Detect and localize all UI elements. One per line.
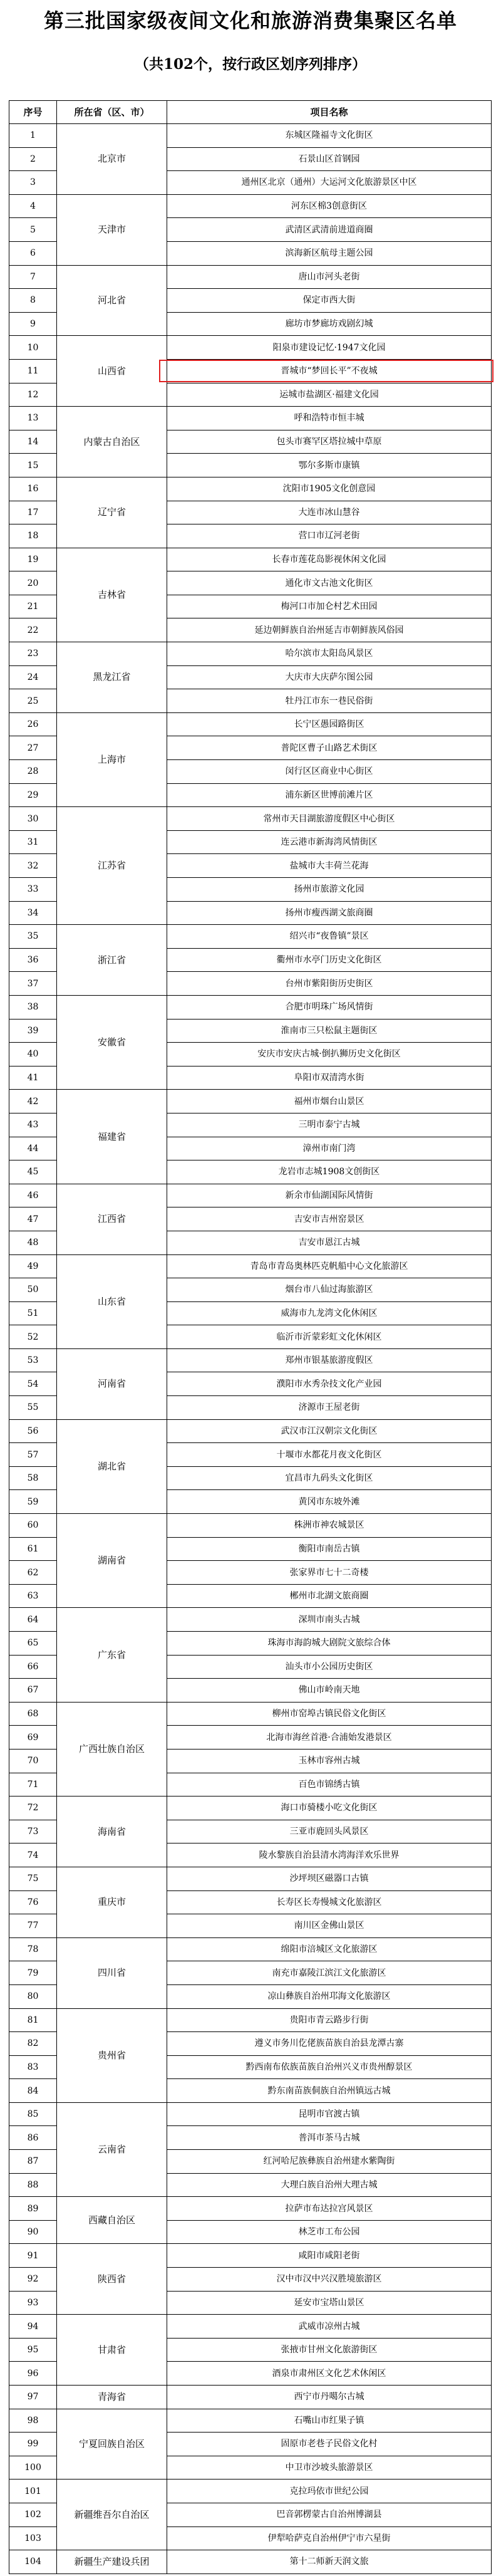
seq-cell: 25 — [9, 689, 57, 713]
project-cell: 哈尔滨市太阳岛风景区 — [167, 642, 492, 666]
project-cell: 漳州市南门湾 — [167, 1137, 492, 1160]
seq-cell: 43 — [9, 1113, 57, 1137]
project-cell: 遵义市务川仡佬族苗族自治县龙潭古寨 — [167, 2032, 492, 2056]
table-row — [9, 194, 492, 218]
province-cell: 宁夏回族自治区 — [57, 2409, 167, 2480]
seq-cell: 50 — [9, 1278, 57, 1302]
seq-cell: 34 — [9, 901, 57, 925]
table-row — [9, 336, 492, 360]
seq-cell: 6 — [9, 241, 57, 265]
seq-cell: 61 — [9, 1537, 57, 1561]
project-cell: 固原市老巷子民俗文化村 — [167, 2433, 492, 2456]
project-cell: 普陀区曹子山路艺术街区 — [167, 736, 492, 760]
project-cell: 新余市仙湖国际风情街 — [167, 1184, 492, 1207]
province-cell: 西藏自治区 — [57, 2197, 167, 2244]
seq-cell: 83 — [9, 2055, 57, 2079]
project-cell: 黔东南苗族侗族自治州镇远古城 — [167, 2079, 492, 2103]
seq-cell: 64 — [9, 1608, 57, 1632]
table-body — [9, 124, 492, 2574]
seq-cell: 79 — [9, 1961, 57, 1985]
seq-cell: 93 — [9, 2291, 57, 2315]
province-cell: 北京市 — [57, 124, 167, 195]
project-cell: 青岛市青岛奥林匹克帆船中心文化旅游区 — [167, 1254, 492, 1278]
project-cell: 南川区金佛山景区 — [167, 1914, 492, 1938]
seq-cell: 58 — [9, 1466, 57, 1490]
province-cell: 河北省 — [57, 265, 167, 336]
seq-cell: 31 — [9, 830, 57, 854]
seq-cell: 42 — [9, 1090, 57, 1113]
project-cell: 玉林市容州古城 — [167, 1749, 492, 1773]
seq-cell: 11 — [9, 359, 57, 383]
seq-cell: 59 — [9, 1490, 57, 1514]
project-cell: 沈阳市1905文化创意园 — [167, 477, 492, 501]
table-row — [9, 1184, 492, 1207]
province-cell: 浙江省 — [57, 925, 167, 996]
province-cell: 陕西省 — [57, 2244, 167, 2315]
table-row — [9, 2244, 492, 2268]
project-cell: 鄂尔多斯市康镇 — [167, 454, 492, 477]
project-cell: 普洱市茶马古城 — [167, 2126, 492, 2150]
project-cell: 长寿区长寿慢城文化旅游区 — [167, 1890, 492, 1914]
project-cell: 第十二师新天润文旅 — [167, 2550, 492, 2574]
table-row — [9, 2550, 492, 2574]
project-cell: 株洲市神农城景区 — [167, 1514, 492, 1538]
province-cell: 湖南省 — [57, 1514, 167, 1608]
project-cell: 连云港市新海湾风情街区 — [167, 830, 492, 854]
project-cell: 常州市天目湖旅游度假区中心街区 — [167, 807, 492, 831]
project-cell: 酒泉市肃州区文化艺术休闲区 — [167, 2362, 492, 2386]
table-row — [9, 2386, 492, 2409]
province-cell: 广东省 — [57, 1608, 167, 1702]
seq-cell: 52 — [9, 1325, 57, 1349]
province-cell: 四川省 — [57, 1937, 167, 2008]
project-cell: 威海市九龙湾文化休闲区 — [167, 1301, 492, 1325]
seq-cell: 100 — [9, 2456, 57, 2480]
col-header-seq: 序号 — [9, 101, 57, 124]
seq-cell: 28 — [9, 760, 57, 784]
seq-cell: 81 — [9, 2008, 57, 2032]
project-cell: 海口市骑楼小吃文化街区 — [167, 1796, 492, 1820]
seq-cell: 30 — [9, 807, 57, 831]
project-cell: 绵阳市涪城区文化旅游区 — [167, 1937, 492, 1961]
seq-cell: 95 — [9, 2338, 57, 2362]
project-cell: 巴音郭楞蒙古自治州博湖县 — [167, 2503, 492, 2526]
table-row — [9, 548, 492, 571]
project-cell: 陵水黎族自治县清水湾海洋欢乐世界 — [167, 1843, 492, 1867]
project-cell: 呼和浩特市恒丰城 — [167, 407, 492, 430]
project-cell: 保定市西大街 — [167, 289, 492, 313]
project-cell: 百色市锦绣古镇 — [167, 1773, 492, 1796]
province-cell: 新疆生产建设兵团 — [57, 2550, 167, 2574]
project-cell: 衡阳市南岳古镇 — [167, 1537, 492, 1561]
seq-cell: 85 — [9, 2102, 57, 2126]
seq-cell: 75 — [9, 1867, 57, 1890]
seq-cell: 86 — [9, 2126, 57, 2150]
seq-cell: 36 — [9, 948, 57, 972]
seq-cell: 53 — [9, 1348, 57, 1372]
project-cell: 柳州市窑埠古镇民俗文化街区 — [167, 1702, 492, 1726]
project-cell: 浦东新区世博前滩片区 — [167, 783, 492, 807]
table-row — [9, 2315, 492, 2339]
seq-cell: 37 — [9, 972, 57, 996]
seq-cell: 7 — [9, 265, 57, 289]
project-cell: 武汉市江汉朝宗文化街区 — [167, 1419, 492, 1443]
table-row — [9, 1608, 492, 1632]
table-row — [9, 124, 492, 148]
seq-cell: 99 — [9, 2433, 57, 2456]
province-cell: 辽宁省 — [57, 477, 167, 548]
seq-cell: 77 — [9, 1914, 57, 1938]
seq-cell: 22 — [9, 618, 57, 642]
project-cell: 东城区隆福寺文化街区 — [167, 124, 492, 148]
seq-cell: 49 — [9, 1254, 57, 1278]
province-cell: 河南省 — [57, 1348, 167, 1419]
province-cell: 黑龙江省 — [57, 642, 167, 713]
seq-cell: 54 — [9, 1372, 57, 1396]
project-cell: 扬州市旅游文化园 — [167, 878, 492, 902]
seq-cell: 87 — [9, 2150, 57, 2174]
project-cell: 扬州市瘦西湖文旅商圈 — [167, 901, 492, 925]
seq-cell: 40 — [9, 1043, 57, 1066]
seq-cell: 3 — [9, 171, 57, 195]
project-cell: 汕头市小公园历史街区 — [167, 1655, 492, 1679]
project-cell: 包头市赛罕区塔拉城中草原 — [167, 430, 492, 454]
seq-cell: 12 — [9, 383, 57, 407]
seq-cell: 51 — [9, 1301, 57, 1325]
seq-cell: 39 — [9, 1019, 57, 1043]
seq-cell: 38 — [9, 995, 57, 1019]
province-cell: 湖北省 — [57, 1419, 167, 1513]
seq-cell: 91 — [9, 2244, 57, 2268]
seq-cell: 32 — [9, 854, 57, 878]
project-cell: 大连市冰山慧谷 — [167, 501, 492, 524]
project-cell: 贵阳市青云路步行街 — [167, 2008, 492, 2032]
seq-cell: 21 — [9, 595, 57, 618]
seq-cell: 69 — [9, 1726, 57, 1749]
seq-cell: 102 — [9, 2503, 57, 2526]
project-cell: 汉中市汉中兴汉胜境旅游区 — [167, 2268, 492, 2292]
project-cell: 龙岩市志城1908文创街区 — [167, 1160, 492, 1184]
seq-cell: 92 — [9, 2268, 57, 2292]
page-title: 第三批国家级夜间文化和旅游消费集聚区名单 — [43, 9, 457, 33]
project-cell: 廊坊市梦廊坊戏剧幻城 — [167, 312, 492, 336]
seq-cell: 96 — [9, 2362, 57, 2386]
project-cell: 长宁区愚园路街区 — [167, 712, 492, 736]
seq-cell: 68 — [9, 1702, 57, 1726]
table-row — [9, 925, 492, 949]
project-cell: 郑州市银基旅游度假区 — [167, 1348, 492, 1372]
seq-cell: 23 — [9, 642, 57, 666]
seq-cell: 71 — [9, 1773, 57, 1796]
project-cell: 三亚市鹿回头风景区 — [167, 1820, 492, 1843]
table-row — [9, 1867, 492, 1890]
table-row — [9, 2197, 492, 2221]
project-cell: 昆明市官渡古镇 — [167, 2102, 492, 2126]
table-row — [9, 1937, 492, 1961]
seq-cell: 48 — [9, 1231, 57, 1254]
seq-cell: 47 — [9, 1207, 57, 1231]
project-cell: 拉萨市布达拉宫风景区 — [167, 2197, 492, 2221]
seq-cell: 62 — [9, 1561, 57, 1585]
project-cell: 台州市紫阳街历史街区 — [167, 972, 492, 996]
project-cell: 濮阳市水秀杂技文化产业园 — [167, 1372, 492, 1396]
project-cell: 长春市莲花岛影视休闲文化园 — [167, 548, 492, 571]
project-cell: 武威市凉州古城 — [167, 2315, 492, 2339]
seq-cell: 15 — [9, 454, 57, 477]
project-cell: 沙坪坝区磁器口古镇 — [167, 1867, 492, 1890]
project-cell: 衢州市水亭门历史文化街区 — [167, 948, 492, 972]
province-cell: 山西省 — [57, 336, 167, 407]
project-cell: 张掖市甘州文化旅游街区 — [167, 2338, 492, 2362]
project-cell: 珠海市海韵城大剧院文旅综合体 — [167, 1632, 492, 1656]
table-row — [9, 1254, 492, 1278]
province-cell: 上海市 — [57, 712, 167, 806]
province-cell: 安徽省 — [57, 995, 167, 1089]
col-header-project: 项目名称 — [167, 101, 492, 124]
project-cell: 延边朝鲜族自治州延吉市朝鲜族风俗园 — [167, 618, 492, 642]
project-cell: 烟台市八仙过海旅游区 — [167, 1278, 492, 1302]
project-cell: 大理白族自治州大理古城 — [167, 2173, 492, 2197]
seq-cell: 80 — [9, 1984, 57, 2008]
seq-cell: 60 — [9, 1514, 57, 1538]
table-row — [9, 2102, 492, 2126]
project-cell: 闵行区区商业中心街区 — [167, 760, 492, 784]
project-cell: 阳泉市建设记忆·1947文化园 — [167, 336, 492, 360]
seq-cell: 73 — [9, 1820, 57, 1843]
table-row — [9, 1348, 492, 1372]
seq-cell: 84 — [9, 2079, 57, 2103]
project-cell: 淮南市三只松鼠主题街区 — [167, 1019, 492, 1043]
province-cell: 吉林省 — [57, 548, 167, 642]
seq-cell: 1 — [9, 124, 57, 148]
seq-cell: 72 — [9, 1796, 57, 1820]
project-cell: 吉安市恩江古城 — [167, 1231, 492, 1254]
project-cell: 盐城市大丰荷兰花海 — [167, 854, 492, 878]
project-cell: 大庆市大庆萨尔图公园 — [167, 665, 492, 689]
seq-cell: 20 — [9, 571, 57, 595]
project-cell: 通化市文古池文化街区 — [167, 571, 492, 595]
project-cell: 咸阳市咸阳老街 — [167, 2244, 492, 2268]
seq-cell: 33 — [9, 878, 57, 902]
seq-cell: 4 — [9, 194, 57, 218]
project-cell: 郴州市北湖文旅商圈 — [167, 1584, 492, 1608]
table-row — [9, 1796, 492, 1820]
seq-cell: 65 — [9, 1632, 57, 1656]
list-table — [9, 100, 492, 2574]
seq-cell: 74 — [9, 1843, 57, 1867]
project-cell: 黄冈市东坡外滩 — [167, 1490, 492, 1514]
table-row — [9, 807, 492, 831]
project-cell: 三明市泰宁古城 — [167, 1113, 492, 1137]
province-cell: 青海省 — [57, 2386, 167, 2409]
seq-cell: 41 — [9, 1066, 57, 1090]
project-cell: 阜阳市双清湾水街 — [167, 1066, 492, 1090]
table-row — [9, 1514, 492, 1538]
seq-cell: 19 — [9, 548, 57, 571]
table-row — [9, 2409, 492, 2433]
seq-cell: 18 — [9, 524, 57, 548]
project-cell: 济源市王屋老街 — [167, 1396, 492, 1420]
table-row — [9, 1419, 492, 1443]
table-row — [9, 265, 492, 289]
project-cell: 通州区北京（通州）大运河文化旅游景区中区 — [167, 171, 492, 195]
project-cell: 伊犁哈萨克自治州伊宁市六星街 — [167, 2526, 492, 2550]
seq-cell: 67 — [9, 1679, 57, 1703]
project-cell: 武清区武清前进道商圈 — [167, 218, 492, 242]
seq-cell: 78 — [9, 1937, 57, 1961]
seq-cell: 24 — [9, 665, 57, 689]
province-cell: 内蒙古自治区 — [57, 407, 167, 477]
project-cell: 延安市宝塔山景区 — [167, 2291, 492, 2315]
table-row — [9, 477, 492, 501]
seq-cell: 46 — [9, 1184, 57, 1207]
seq-cell: 27 — [9, 736, 57, 760]
seq-cell: 103 — [9, 2526, 57, 2550]
seq-cell: 63 — [9, 1584, 57, 1608]
seq-cell: 17 — [9, 501, 57, 524]
province-cell: 重庆市 — [57, 1867, 167, 1937]
project-cell: 临沂市沂蒙彩虹文化休闲区 — [167, 1325, 492, 1349]
project-cell: 北海市海丝首港·合浦始发港景区 — [167, 1726, 492, 1749]
project-cell: 凉山彝族自治州邛海文化旅游区 — [167, 1984, 492, 2008]
project-cell: 张家界市七十二奇楼 — [167, 1561, 492, 1585]
project-cell: 河东区棉3创意街区 — [167, 194, 492, 218]
seq-cell: 82 — [9, 2032, 57, 2056]
province-cell: 山东省 — [57, 1254, 167, 1348]
seq-cell: 10 — [9, 336, 57, 360]
project-cell: 宜昌市九码头文化街区 — [167, 1466, 492, 1490]
province-cell: 天津市 — [57, 194, 167, 265]
province-cell: 甘肃省 — [57, 2315, 167, 2386]
table-row — [9, 642, 492, 666]
seq-cell: 14 — [9, 430, 57, 454]
project-cell: 林芝市工布公园 — [167, 2220, 492, 2244]
project-cell: 南充市嘉陵江滨江文化旅游区 — [167, 1961, 492, 1985]
table-row — [9, 2008, 492, 2032]
table-row — [9, 407, 492, 430]
seq-cell: 55 — [9, 1396, 57, 1420]
table-header-row — [9, 101, 492, 124]
project-cell: 安庆市安庆古城·倒扒狮历史文化街区 — [167, 1043, 492, 1066]
seq-cell: 26 — [9, 712, 57, 736]
seq-cell: 2 — [9, 147, 57, 171]
project-cell: 绍兴市“夜鲁镇”景区 — [167, 925, 492, 949]
project-cell: 佛山市岭南天地 — [167, 1679, 492, 1703]
seq-cell: 8 — [9, 289, 57, 313]
seq-cell: 29 — [9, 783, 57, 807]
project-cell: 合肥市明珠广场风情街 — [167, 995, 492, 1019]
project-cell: 唐山市河头老街 — [167, 265, 492, 289]
project-cell: 克拉玛依市世纪公园 — [167, 2480, 492, 2503]
project-cell: 吉安市吉州窑景区 — [167, 1207, 492, 1231]
seq-cell: 44 — [9, 1137, 57, 1160]
project-cell: 晋城市“梦回长平”不夜城 — [167, 359, 492, 383]
table-row — [9, 995, 492, 1019]
province-cell: 海南省 — [57, 1796, 167, 1867]
project-cell: 牡丹江市东一巷民俗街 — [167, 689, 492, 713]
province-cell: 云南省 — [57, 2102, 167, 2196]
seq-cell: 35 — [9, 925, 57, 949]
seq-cell: 97 — [9, 2386, 57, 2409]
seq-cell: 56 — [9, 1419, 57, 1443]
table-row — [9, 712, 492, 736]
seq-cell: 89 — [9, 2197, 57, 2221]
project-cell: 石景山区首钢园 — [167, 147, 492, 171]
table-row — [9, 1090, 492, 1113]
project-cell: 深圳市南头古城 — [167, 1608, 492, 1632]
seq-cell: 88 — [9, 2173, 57, 2197]
col-header-province: 所在省（区、市） — [57, 101, 167, 124]
seq-cell: 13 — [9, 407, 57, 430]
seq-cell: 57 — [9, 1443, 57, 1467]
province-cell: 江苏省 — [57, 807, 167, 925]
province-cell: 广西壮族自治区 — [57, 1702, 167, 1796]
seq-cell: 66 — [9, 1655, 57, 1679]
seq-cell: 90 — [9, 2220, 57, 2244]
page-subtitle: （共102个，按行政区划序列排序） — [134, 56, 366, 73]
seq-cell: 76 — [9, 1890, 57, 1914]
province-cell: 贵州省 — [57, 2008, 167, 2102]
project-cell: 福州市烟台山景区 — [167, 1090, 492, 1113]
table-row — [9, 1702, 492, 1726]
province-cell: 福建省 — [57, 1090, 167, 1184]
project-cell: 黔西南布依族苗族自治州兴义市贵州醇景区 — [167, 2055, 492, 2079]
seq-cell: 16 — [9, 477, 57, 501]
province-cell: 江西省 — [57, 1184, 167, 1254]
project-cell: 运城市盐湖区·福建文化园 — [167, 383, 492, 407]
seq-cell: 45 — [9, 1160, 57, 1184]
seq-cell: 70 — [9, 1749, 57, 1773]
table-row — [9, 2480, 492, 2503]
seq-cell: 98 — [9, 2409, 57, 2433]
seq-cell: 104 — [9, 2550, 57, 2574]
project-cell: 十堰市水都花月夜文化街区 — [167, 1443, 492, 1467]
project-cell: 滨海新区航母主题公园 — [167, 241, 492, 265]
project-cell: 梅河口市加仑村艺术田园 — [167, 595, 492, 618]
seq-cell: 9 — [9, 312, 57, 336]
seq-cell: 94 — [9, 2315, 57, 2339]
project-cell: 营口市辽河老街 — [167, 524, 492, 548]
seq-cell: 101 — [9, 2480, 57, 2503]
project-cell: 石嘴山市红果子镇 — [167, 2409, 492, 2433]
project-cell: 红河哈尼族彝族自治州建水紫陶街 — [167, 2150, 492, 2174]
project-cell: 西宁市丹噶尔古城 — [167, 2386, 492, 2409]
province-cell: 新疆维吾尔自治区 — [57, 2480, 167, 2550]
seq-cell: 5 — [9, 218, 57, 242]
project-cell: 中卫市沙坡头旅游景区 — [167, 2456, 492, 2480]
